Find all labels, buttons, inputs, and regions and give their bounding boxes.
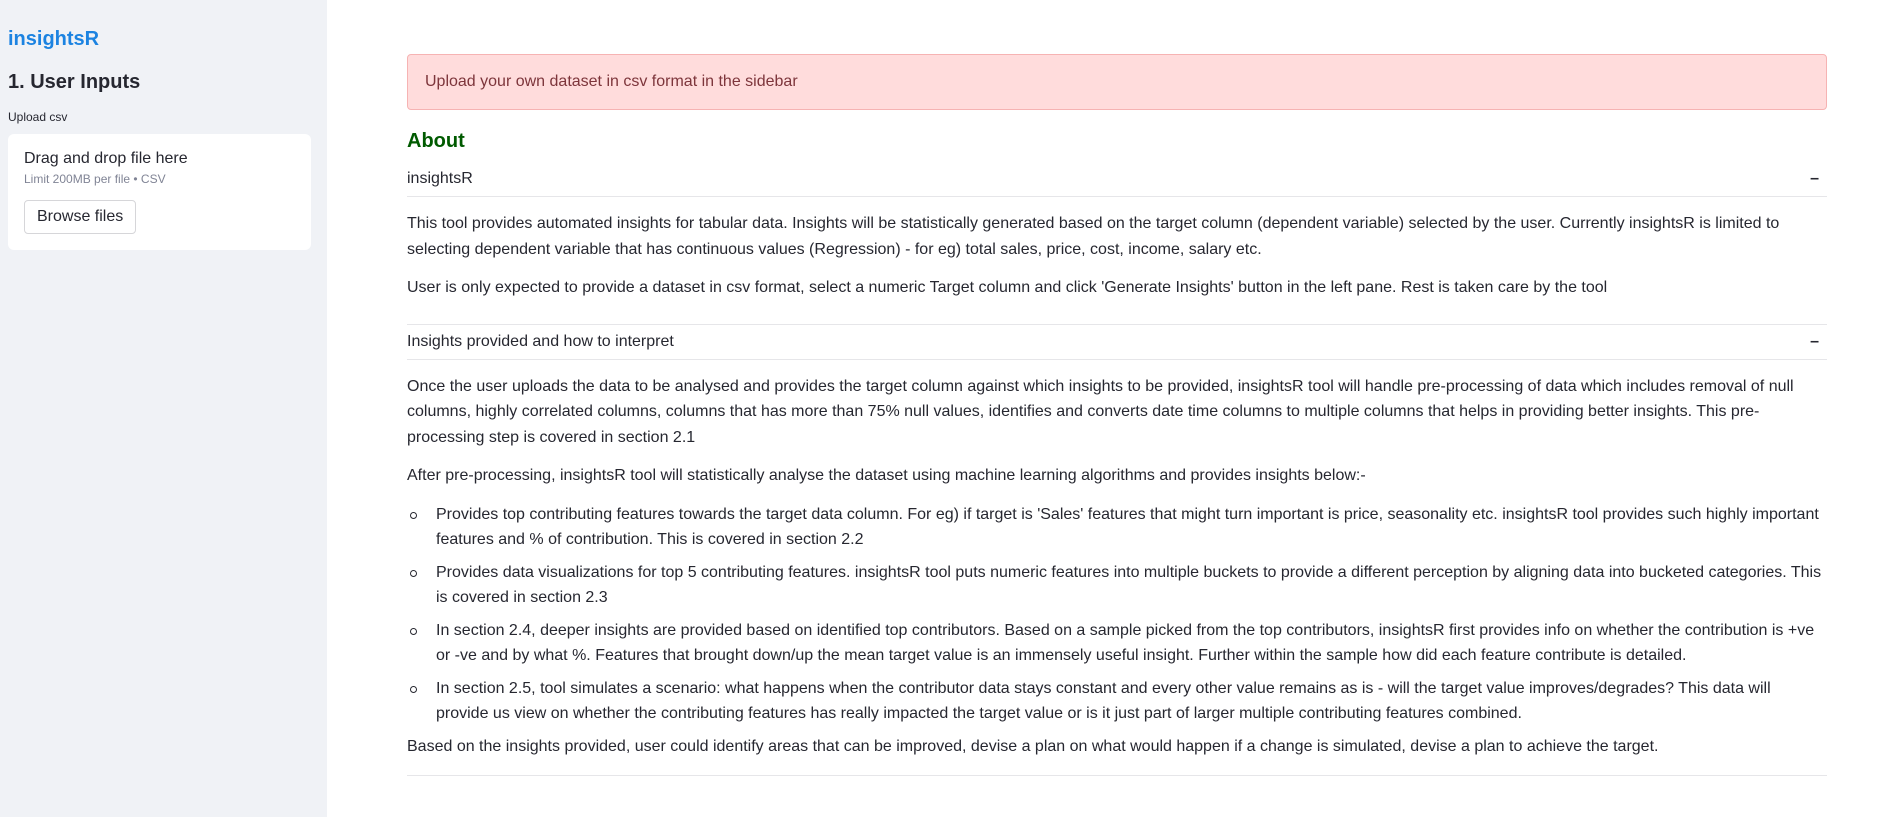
expander-insights-provided-title: Insights provided and how to interpret <box>407 332 674 350</box>
sidebar <box>0 0 327 817</box>
file-dropzone[interactable] <box>8 134 311 250</box>
expander-insights-provided <box>407 324 1827 787</box>
dropzone-title: Drag and drop file here <box>24 150 188 167</box>
main-area <box>327 0 1883 817</box>
insights-closing-paragraph: Based on the insights provided, user could identify areas that can be improved, devise a plan on what would happen if a change is simulated, devise a plan to achieve the target. <box>407 737 1659 755</box>
dropzone-limit: Limit 200MB per file • CSV <box>24 172 166 186</box>
insights-list <box>407 502 1827 727</box>
expander-insightsr-title: insightsR <box>407 169 473 187</box>
list-item: Provides top contributing features towards the target data column. For eg) if target is 'Sales' features that might turn important is price, seasonality etc. insightsR tool provides such highly important features and % of contribution. This is covered in section 2.2 <box>436 502 1827 553</box>
user-inputs-heading: 1. User Inputs <box>8 71 141 93</box>
insights-paragraph-1: Once the user uploads the data to be analysed and provides the target column against which insights to be provided, insightsR tool will handle pre-processing of data which includes removal of null columns, highly correlated columns, columns that has more than 75% null values, identifies and converts date time columns to multiple columns that helps in providing better insights. This pre-processing step is covered in section 2.1 <box>407 377 1794 446</box>
about-heading: About <box>407 130 465 152</box>
main-content <box>407 54 1827 786</box>
insightsr-paragraph-2: User is only expected to provide a dataset in csv format, select a numeric Target column and click 'Generate Insights' button in the left pane. Rest is taken care by the tool <box>407 279 1608 296</box>
insights-paragraph-2: After pre-processing, insightsR tool will statistically analyse the dataset using machine learning algorithms and provides insights below:- <box>407 467 1366 484</box>
expander-insightsr-body <box>407 197 1827 324</box>
upload-alert: Upload your own dataset in csv format in the sidebar <box>407 54 1827 110</box>
expander-insightsr <box>407 161 1827 324</box>
insightsr-paragraph-1: This tool provides automated insights for tabular data. Insights will be statistically generated based on the target column (dependent variable) selected by the user. Currently insightsR is limited to selecting dependent variable that has continuous values (Regression) - for eg) total sales, price, cost, income, salary etc. <box>407 215 1780 258</box>
upload-csv-label: Upload csv <box>8 110 68 124</box>
expander-insights-provided-header[interactable] <box>407 324 1827 360</box>
expander-insights-provided-body <box>407 360 1827 787</box>
list-item: In section 2.4, deeper insights are provided based on identified top contributors. Based on a sample picked from the top contributors, insightsR first provides info on whether the contribution is +ve or -ve and by what %. Features that brought down/up the mean target value is an immensely useful insight. Further within the sample how did each feature contribute is detailed. <box>436 618 1827 669</box>
list-item: Provides data visualizations for top 5 contributing features. insightsR tool puts numeric features into multiple buckets to provide a different perception by aligning data into bucketed categories. This is covered in section 2.3 <box>436 560 1827 611</box>
browse-files-button[interactable]: Browse files <box>24 200 136 234</box>
collapse-icon[interactable]: – <box>1810 169 1819 187</box>
collapse-icon[interactable]: – <box>1810 332 1819 350</box>
divider <box>407 775 1827 776</box>
list-item: In section 2.5, tool simulates a scenario: what happens when the contributor data stays constant and every other value remains as is - will the target value improves/degrades? This data will provide us view on whether the contributing features has really impacted the target value or is it just part of larger multiple contributing features combined. <box>436 676 1827 727</box>
app-title: insightsR <box>8 28 100 50</box>
expander-insightsr-header[interactable] <box>407 161 1827 197</box>
